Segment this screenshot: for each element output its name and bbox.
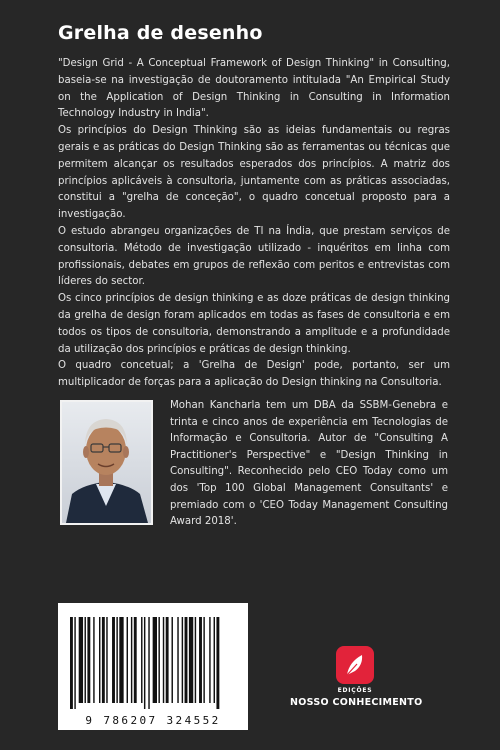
book-title: Grelha de desenho xyxy=(58,22,263,44)
isbn-number: 9 786207 324552 xyxy=(85,714,221,727)
publisher-logo xyxy=(336,646,374,684)
barcode-icon xyxy=(58,603,248,713)
publisher-name: NOSSO CONHECIMENTO xyxy=(290,697,423,708)
description-paragraph: O estudo abrangeu organizações de TI na Índia, que prestam serviços de consultoria. Método de investigação utilizado - inquéritos em linha com profissionais, debates em grupos de reflexão com peritos e entrevistas com líderes do sector. xyxy=(58,225,450,288)
author-photo xyxy=(60,400,153,525)
publisher-edicoes: EDIÇÕES xyxy=(337,687,373,694)
author-portrait-icon xyxy=(62,402,151,523)
isbn-barcode xyxy=(58,603,248,730)
back-cover-description xyxy=(58,56,450,392)
quill-feather-icon xyxy=(336,646,374,684)
description-paragraph: O quadro concetual; a 'Grelha de Design' pode, portanto, ser um multiplicador de forças para a aplicação do Design thinking na Consultoria. xyxy=(58,360,450,389)
description-paragraph: Os cinco princípios de design thinking e as doze práticas de design thinking da grelha de design foram aplicados em todas as fases de consultoria e em todos os tipos de consultoria, demonstrando a amplitude e a profundidade da utilização dos princípios e práticas de design thinking. xyxy=(58,293,450,355)
description-paragraph: "Design Grid - A Conceptual Framework of Design Thinking" in Consulting, baseia-se na investigação de doutoramento intitulada "An Empirical Study on the Application of Design Thinking in Consulting in Information Technology Industry in India". xyxy=(58,58,450,120)
description-paragraph: Os princípios do Design Thinking são as ideias fundamentais ou regras gerais e as práticas do Design Thinking são as ferramentas ou técnicas que permitem alcançar os resultados esperados dos princípios. A matriz dos princípios aplicáveis à consultoria, juntamente com as práticas associadas, constitui a "grelha de conceção", o quadro concetual proposto para a investigação. xyxy=(58,125,450,221)
publisher-block xyxy=(290,646,423,708)
author-bio: Mohan Kancharla tem um DBA da SSBM-Genebra e trinta e cinco anos de experiência em Tecnologias de Informação e Consultoria. Autor de "Consulting A Practitioner's Perspective" e "Design Thinking in Consulting". Reconhecido pelo CEO Today como um dos 'Top 100 Global Management Consultants' e premiado com o 'CEO Today Management Consulting Award 2018'. xyxy=(170,400,448,528)
